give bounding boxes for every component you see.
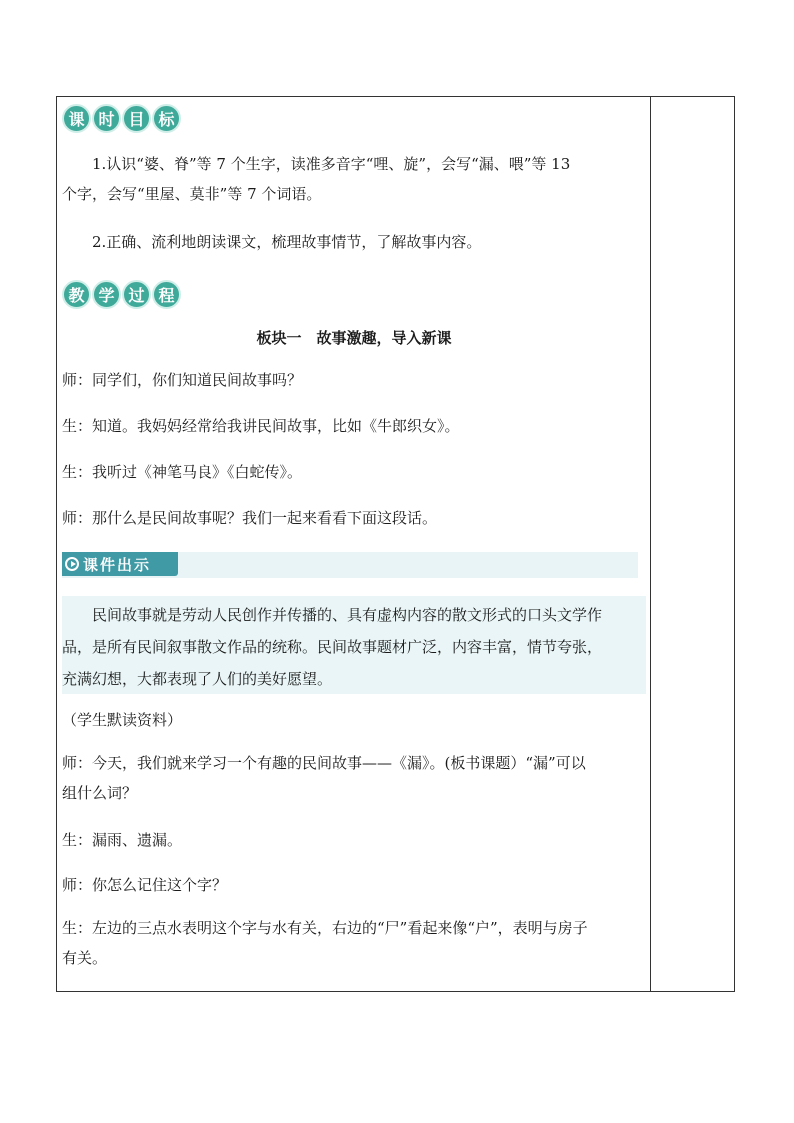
dialogue-line: 生：我听过《神笔马良》《白蛇传》。 xyxy=(62,463,303,481)
badge-char: 标 xyxy=(152,104,181,133)
badge-char: 程 xyxy=(152,280,181,309)
play-icon xyxy=(65,557,79,571)
dialogue-line: 师：今天，我们就来学习一个有趣的民间故事——《漏》。(板书课题）“漏”可以 xyxy=(62,754,586,772)
quote-line: 充满幻想，大都表现了人们的美好愿望。 xyxy=(62,670,333,688)
badge-char: 目 xyxy=(122,104,151,133)
dialogue-line: 组什么词？ xyxy=(62,784,138,802)
badge-char: 教 xyxy=(62,280,91,309)
dialogue-line: 师：同学们，你们知道民间故事吗？ xyxy=(62,371,303,389)
badge-char: 时 xyxy=(92,104,121,133)
block-title: 板块一 故事激趣，导入新课 xyxy=(256,329,452,347)
objective-2: 2.正确、流利地朗读课文，梳理故事情节，了解故事内容。 xyxy=(92,233,482,251)
badge-char: 过 xyxy=(122,280,151,309)
quote-line: 品，是所有民间叙事散文作品的统称。民间故事题材广泛，内容丰富，情节夸张， xyxy=(62,638,603,656)
process-badge xyxy=(62,280,181,308)
dialogue-line: 生：知道。我妈妈经常给我讲民间故事，比如《牛郎织女》。 xyxy=(62,417,460,435)
dialogue-line: 生：漏雨、遗漏。 xyxy=(62,831,183,849)
courseware-label: 课件出示 xyxy=(83,555,152,574)
dialogue-line: 生：左边的三点水表明这个字与水有关，右边的“尸”看起来像“户”，表明与房子 xyxy=(62,919,588,937)
quote-line: 民间故事就是劳动人民创作并传播的、具有虚构内容的散文形式的口头文学作 xyxy=(92,606,603,624)
objective-1-line-1: 1.认识“婆、脊”等 7 个生字，读准多音字“哩、旋”，会写“漏、喂”等 13 xyxy=(92,155,571,173)
dialogue-line: 师：那什么是民间故事呢？我们一起来看看下面这段话。 xyxy=(62,509,438,527)
objective-1-line-2: 个字，会写“里屋、莫非”等 7 个词语。 xyxy=(62,185,322,203)
courseware-tab xyxy=(62,552,178,576)
badge-char: 课 xyxy=(62,104,91,133)
objectives-badge xyxy=(62,104,181,132)
badge-char: 学 xyxy=(92,280,121,309)
courseware-bar xyxy=(62,552,638,578)
dialogue-line: 师：你怎么记住这个字？ xyxy=(62,876,228,894)
table-side-column xyxy=(650,96,651,992)
dialogue-line: （学生默读资料） xyxy=(62,711,183,729)
dialogue-line: 有关。 xyxy=(62,949,108,967)
